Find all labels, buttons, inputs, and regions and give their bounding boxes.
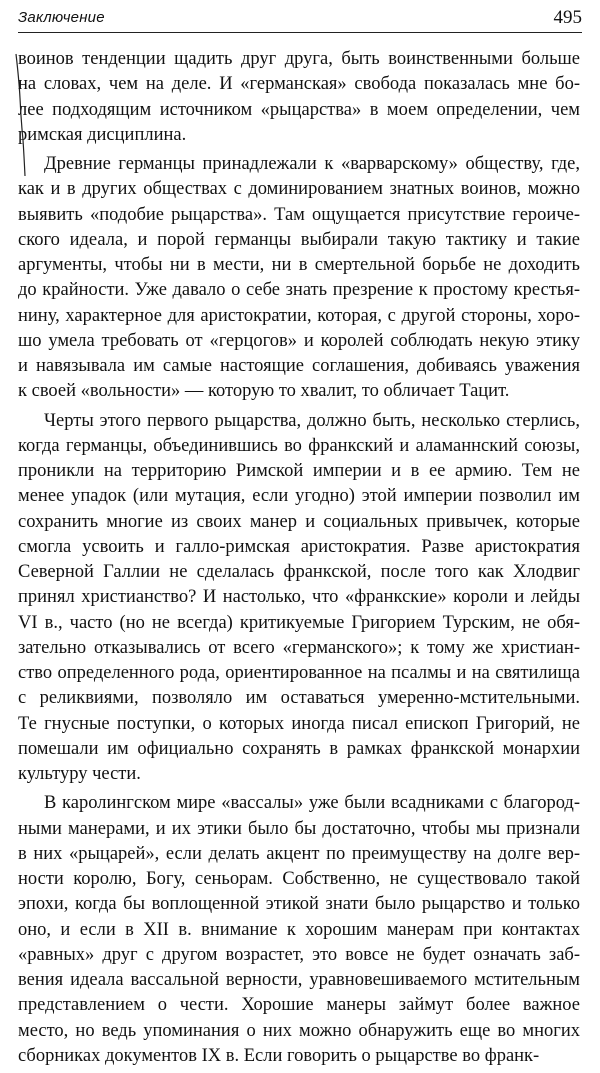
text-line: «равных» друг с другом возрастет, это вовсе не будет означать заб- — [18, 944, 580, 965]
text-line: ство определенного рода, ориентированное на псалмы и на святилища — [18, 663, 580, 683]
text-line: римская дисциплина. — [18, 124, 187, 145]
text-line: сборниках документов IX в. Если говорить о рыцарстве во франк- — [18, 1045, 540, 1066]
text-line: Древние германцы принадлежали к «варварскому» обществу, где, — [44, 154, 580, 174]
text-line: оно, и если в XII в. внимание к хорошим манерам при контактах — [18, 919, 580, 940]
text-line: воинов тенденции щадить друг друга, быть воинственными больше — [18, 49, 580, 69]
text-line: до крайности. Уже давало о себе знать презрение к простому крестья- — [18, 280, 580, 301]
text-line: Черты этого первого рыцарства, должно быть, несколько стерлись, — [44, 410, 580, 431]
text-line: представлением о чести. Хорошие манеры займут более важное — [18, 995, 580, 1016]
text-line: в них «рыцарей», если делать акцент по преимуществу на долге вер- — [18, 843, 580, 864]
text-line: ского идеала, и порой германцы выбирали такую тактику и такие — [18, 229, 580, 250]
text-line: когда германцы, объединившись во франкский и аламаннский союзы, — [18, 435, 580, 456]
text-line: и навязывала им самые настоящие соглашения, добиваясь уважения — [18, 356, 580, 376]
text-line: место, но ведь упоминания о них можно обнаружить еще во многих — [18, 1020, 580, 1041]
text-line: как и в других обществах с доминированием знатных воинов, можно — [18, 179, 580, 200]
text-line: принял христианство? И настолько, что «франкские» короли и лейды — [18, 587, 580, 608]
running-head: Заключение — [18, 9, 105, 26]
text-line: В каролингском мире «вассалы» уже были всадниками с благород- — [44, 793, 580, 814]
text-line: эпохи, когда бы воплощенной этикой знати было рыцарство и только — [18, 894, 580, 915]
text-line: проникли на территорию Римской империи и в ее армию. Тем не — [18, 461, 580, 481]
text-line: помешали им официально сохранять в рамках франкской монархии — [18, 738, 580, 759]
text-line: Северной Галлии не сделалась франкской, после того как Хлодвиг — [18, 562, 580, 582]
body-text — [18, 47, 580, 1073]
text-line: Те гнусные поступки, о которых иногда писал епископ Григорий, не — [18, 713, 580, 734]
paragraph — [18, 47, 580, 148]
text-line: выявить «подобие рыцарства». Там ощущается присутствие героиче- — [18, 204, 580, 225]
text-line: шо умела требовать от «герцогов» и королей соблюдать некую этику — [18, 330, 580, 351]
text-line: нину, характерное для аристократии, которая, с другой стороны, хоро- — [18, 305, 580, 326]
text-line: ности королю, Богу, сеньорам. Собственно, не существовало такой — [18, 869, 580, 889]
paragraph — [18, 791, 580, 1069]
text-line: смогла усвоить и галло-римская аристократия. Разве аристократия — [18, 536, 580, 557]
paragraph — [18, 409, 580, 788]
paragraph — [18, 152, 580, 405]
text-line: на словах, чем на деле. И «германская» свобода показалась мне бо- — [18, 74, 580, 95]
text-line: зательно отказывались от всего «германского»; к тому же христиан- — [18, 637, 580, 658]
page-number: 495 — [553, 7, 582, 28]
text-line: сохранить многие из своих манер и социальных привычек, которые — [18, 511, 580, 532]
text-line: вения идеала вассальной верности, уравновешиваемого мстительным — [18, 970, 580, 990]
text-line: менее упадок (или мутация, если угодно) этой империи позволил им — [18, 486, 580, 507]
text-line: VI в., часто (но не всегда) критикуемые Григорием Турским, не обя- — [18, 612, 580, 633]
text-line: лее подходящим источником «рыцарства» в моем определении, чем — [18, 99, 580, 120]
page-header — [18, 6, 582, 33]
text-line: культуру чести. — [18, 764, 141, 784]
text-line: ными манерами, и их этики было бы достаточно, чтобы мы признали — [18, 818, 580, 839]
text-line: аргументы, чтобы ни в мести, ни в смертельной борьбе не доходить — [18, 255, 580, 275]
text-line: с реликвиями, позволяло им оставаться умеренно-мстительными. — [18, 688, 580, 709]
text-line: к своей «вольности» — которую то хвалит, то обличает Тацит. — [18, 381, 510, 402]
